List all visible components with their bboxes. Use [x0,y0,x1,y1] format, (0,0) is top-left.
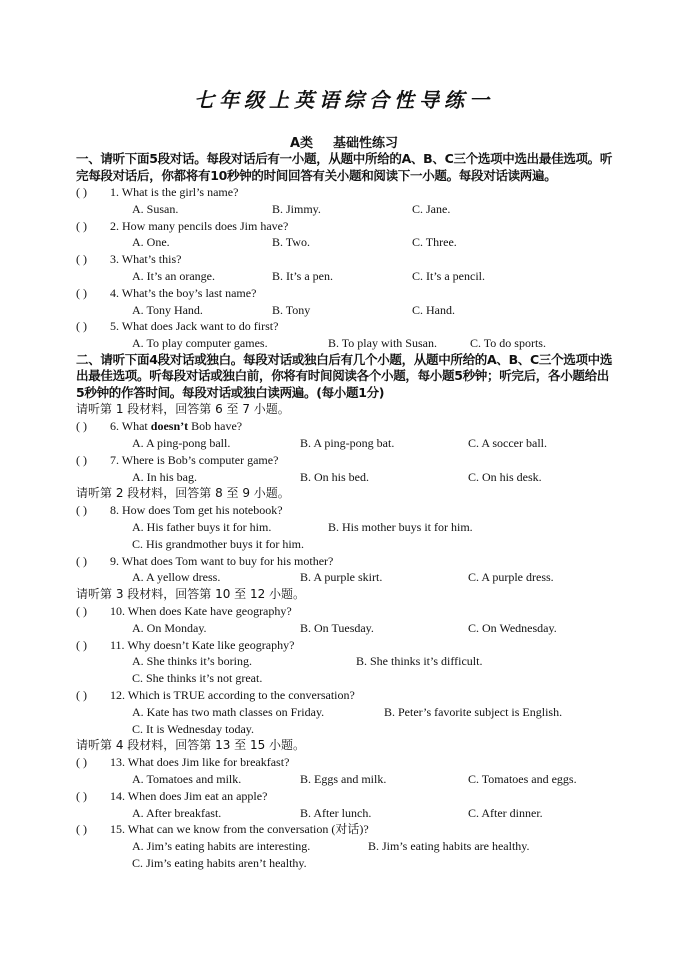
option-b: B. A ping-pong bat. [300,436,395,451]
page-title: 七年级上英语综合性导练一 [194,88,494,112]
options-12 [76,704,616,721]
options-13 [76,771,616,788]
answer-blank: ( ) [76,452,87,467]
options-10 [76,620,616,637]
option-c: C. It is Wednesday today. [132,721,255,736]
options-2 [76,234,616,251]
option-c: C. Three. [412,235,457,250]
option-c: C. A purple dress. [468,570,554,585]
question-14 [76,788,616,805]
question-emphasis: doesn’t [150,419,189,434]
question-text-pre: 6. What [110,419,151,434]
question-text: 2. How many pencils does Jim have? [110,218,289,233]
question-1 [76,184,616,201]
question-text: 3. What’s this? [110,252,182,267]
section2-instruction: 二、请听下面4段对话或独白。每段对话或独白后有几个小题，从题中所给的A、B、C三个选项中选出最佳选项。听每段对话或独白前，你将有时间阅读各个小题，每小题5秒钟；听完后，各小题给出5秒钟的作答时间。每段对话或独白读两遍。(每小题1分) [76,351,613,400]
section-subtitle [0,132,688,151]
option-b: B. Jimmy. [272,201,321,216]
answer-blank: ( ) [76,604,87,619]
material-note-1: 请听第 1 段材料，回答第 6 至 7 小题。 [76,402,290,417]
options-12-cont [76,721,616,738]
question-5 [76,318,616,335]
options-11 [76,653,616,670]
options-15-cont [76,855,616,872]
answer-blank: ( ) [76,755,87,770]
question-11 [76,637,616,654]
question-text: 10. When does Kate have geography? [110,604,292,619]
option-b: B. It’s a pen. [272,268,333,283]
option-c: C. After dinner. [468,805,543,820]
option-a: A. She thinks it’s boring. [132,654,253,669]
option-a: A. Tony Hand. [132,302,203,317]
options-1 [76,201,616,218]
option-a: A. Kate has two math classes on Friday. [132,704,325,719]
answer-blank: ( ) [76,822,87,837]
option-a: A. It’s an orange. [132,268,215,283]
question-10 [76,603,616,620]
option-c: C. She thinks it’s not great. [132,671,263,686]
option-c: C. To do sports. [470,336,546,351]
option-b: B. Eggs and milk. [300,772,387,786]
answer-blank: ( ) [76,285,87,300]
option-b: B. His mother buys it for him. [328,520,473,535]
question-4 [76,285,616,302]
option-a: A. One. [132,235,170,250]
option-b: B. After lunch. [300,805,372,820]
question-8 [76,502,616,519]
question-text: 11. Why doesn’t Kate like geography? [110,637,295,652]
options-15 [76,838,616,855]
option-c: C. On his desk. [468,469,542,484]
question-3 [76,251,616,268]
option-b: B. Tony [272,302,311,317]
worksheet-content [76,151,616,872]
question-text: 4. What’s the boy’s last name? [110,285,257,300]
option-b: B. She thinks it’s difficult. [356,654,483,669]
option-a: A. On Monday. [132,620,207,635]
answer-blank: ( ) [76,688,87,703]
options-4 [76,302,616,319]
material-note-3: 请听第 3 段材料，回答第 10 至 12 小题。 [76,587,306,602]
options-8-cont [76,536,616,553]
option-b: B. A purple skirt. [300,570,383,585]
answer-blank: ( ) [76,319,87,334]
option-a: A. His father buys it for him. [132,520,272,535]
option-c: C. His grandmother buys it for him. [132,536,304,551]
subtitle-name: 基础性练习 [333,136,399,151]
option-c: C. It’s a pencil. [412,268,485,283]
option-a: A. A yellow dress. [132,570,221,585]
options-11-cont [76,670,616,687]
question-2 [76,218,616,235]
subtitle-part: A类 [289,136,314,151]
answer-blank: ( ) [76,553,87,568]
question-text: 12. Which is TRUE according to the conversation? [110,688,355,703]
answer-blank: ( ) [76,252,87,267]
question-text: 8. How does Tom get his notebook? [110,503,283,518]
question-15 [76,821,616,838]
question-text: 13. What does Jim like for breakfast? [110,755,290,770]
option-b: B. On his bed. [300,469,369,484]
option-a: A. In his bag. [132,469,197,484]
option-c: C. Jane. [412,201,451,216]
option-a: A. Susan. [132,201,179,216]
answer-blank: ( ) [76,503,87,518]
question-text: 15. What can we know from the conversation (对话)? [110,822,369,837]
answer-blank: ( ) [76,218,87,233]
question-12 [76,687,616,704]
options-5 [76,335,616,352]
question-text: 5. What does Jack want to do first? [110,319,279,334]
option-c: C. A soccer ball. [468,436,547,451]
options-3 [76,268,616,285]
material-note-2: 请听第 2 段材料，回答第 8 至 9 小题。 [76,486,290,501]
option-a: A. Jim’s eating habits are interesting. [132,839,311,854]
answer-blank: ( ) [76,637,87,652]
answer-blank: ( ) [76,419,87,434]
option-a: A. A ping-pong ball. [132,436,231,451]
option-c: C. Tomatoes and eggs. [468,772,577,786]
question-6 [76,418,616,435]
question-text: 1. What is the girl’s name? [110,185,239,199]
option-a: A. To play computer games. [132,336,268,351]
question-text: 9. What does Tom want to buy for his mother? [110,553,334,568]
option-c: C. Hand. [412,302,455,317]
question-9 [76,553,616,570]
option-b: B. Two. [272,235,310,250]
option-b: B. Jim’s eating habits are healthy. [368,839,530,854]
options-8 [76,519,616,536]
option-c: C. Jim’s eating habits aren’t healthy. [132,855,307,870]
options-9 [76,569,616,586]
question-text-post: Bob have? [188,419,243,434]
options-6 [76,435,616,452]
section1-instruction: 一、请听下面5段对话。每段对话后有一小题，从题中所给的A、B、C三个选项中选出最佳选项。听完每段对话后，你都将有10秒钟的时间回答有关小题和阅读下一小题。每段对话读两遍。 [76,151,613,183]
option-b: B. To play with Susan. [328,336,437,351]
question-text: 7. Where is Bob’s computer game? [110,452,279,467]
option-a: A. After breakfast. [132,805,222,820]
option-b: B. Peter’s favorite subject is English. [384,704,563,719]
option-b: B. On Tuesday. [300,620,374,635]
option-a: A. Tomatoes and milk. [132,772,242,786]
question-13 [76,754,616,771]
answer-blank: ( ) [76,185,87,199]
options-7 [76,469,616,486]
material-note-4: 请听第 4 段材料，回答第 13 至 15 小题。 [76,738,306,753]
option-c: C. On Wednesday. [468,620,557,635]
answer-blank: ( ) [76,788,87,803]
question-7 [76,452,616,469]
options-14 [76,805,616,822]
question-text: 14. When does Jim eat an apple? [110,788,268,803]
